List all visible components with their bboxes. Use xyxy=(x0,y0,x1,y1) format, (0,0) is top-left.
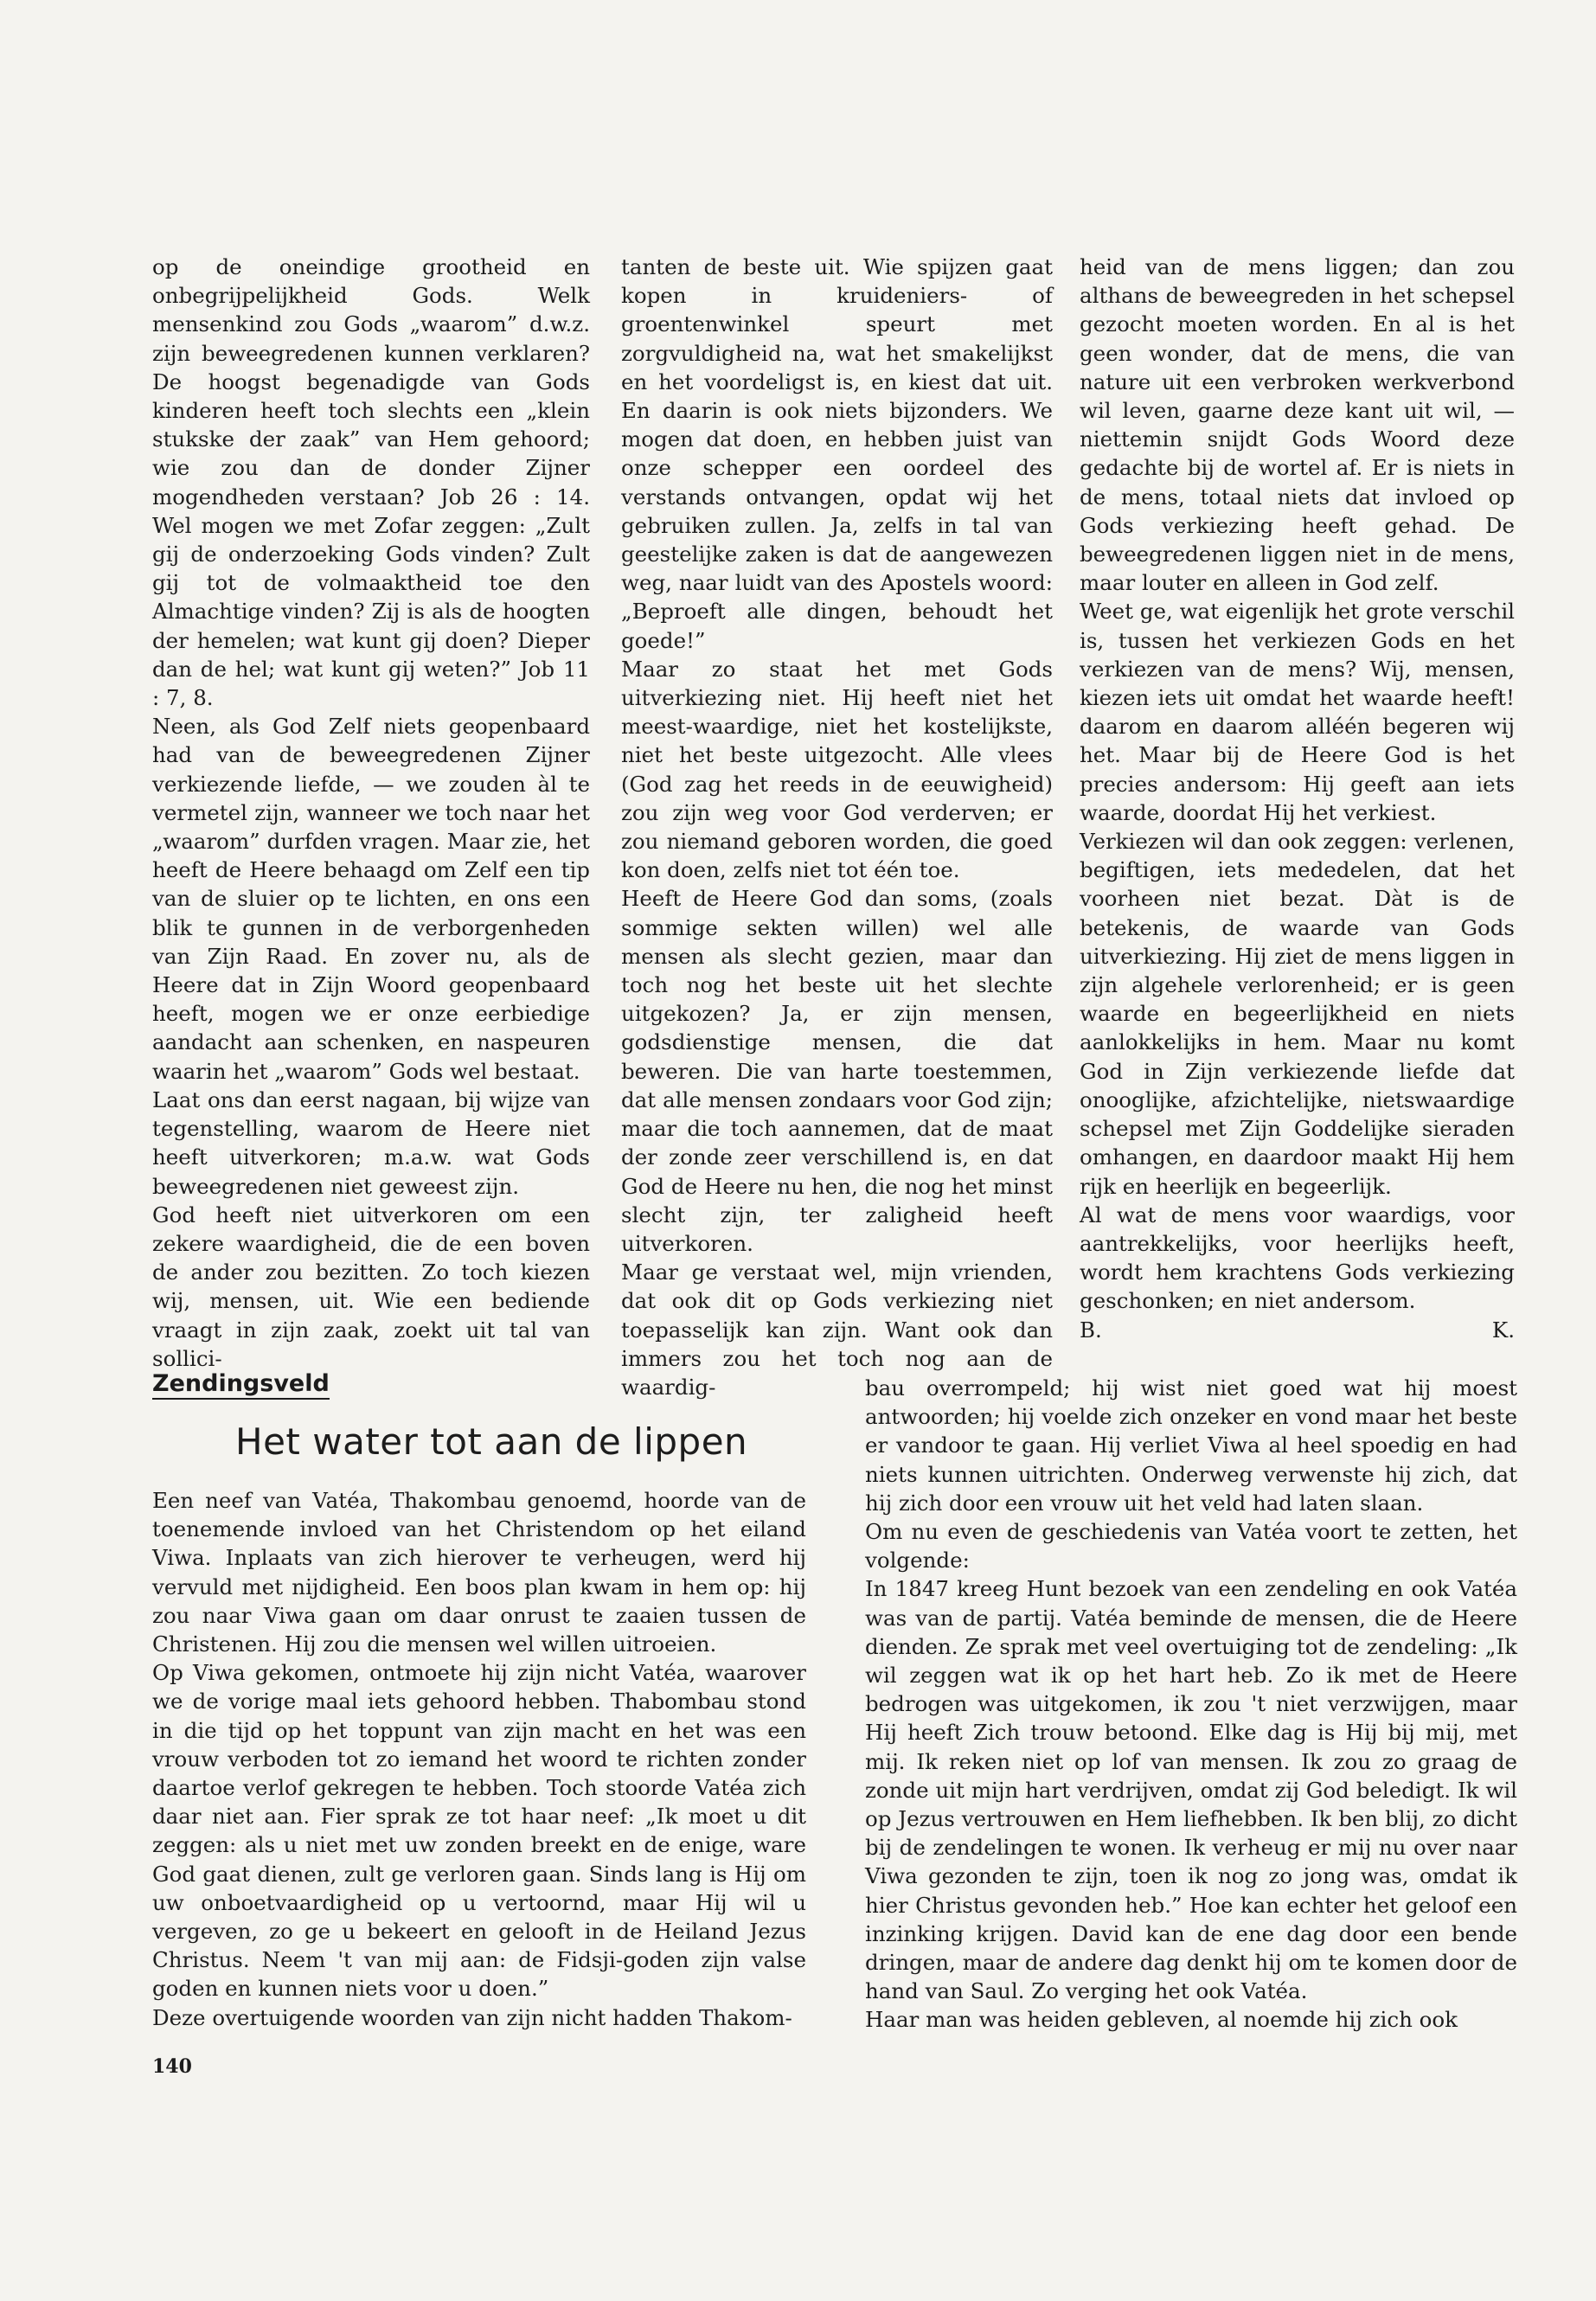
paragraph: Neen, als God Zelf niets geopenbaard had van de beweegredenen Zijner verkiezende liefde, — we zouden àl te vermetel zijn, wanneer we toch naar het „waarom” durfden vragen. Maar zie, het heeft de Heere behaagd om Zelf een tip van de sluier op te lichten, en ons een blik te gunnen in de verborgenheden van Zijn Raad. En zover nu, als de Heere dat in Zijn Woord geopenbaard heeft, mogen we er onze eerbiedige aandacht aan schenken, en naspeuren waarin het „waarom” Gods wel bestaat. xyxy=(152,714,590,1084)
section-label: Zendingsveld xyxy=(152,1370,330,1400)
paragraph: tanten de beste uit. Wie spijzen gaat kopen in kruideniers- of groentenwinkel speurt met zorgvuldigheid na, wat het smakelijkst en het voordeligst is, en kiest dat uit. En daarin is ook niets bijzonders. We mogen dat doen, en hebben juist van onze schepper een oordeel des verstands ontvangen, opdat wij het gebruiken zullen. Ja, zelfs in tal van geestelijke zaken is dat de aangewezen weg, naar luidt van des Apostels woord: „Beproeft alle dingen, behoudt het goede!” xyxy=(621,254,1053,653)
paragraph: In 1847 kreeg Hunt bezoek van een zendeling en ook Vatéa was van de partij. Vatéa beminde de mensen, die de Heere dienden. Ze sprak met veel overtuiging tot de zendeling: „Ik wil zeggen wat ik op het hart heb. Zo ik met de Heere bedrogen was uitgekomen, ik zou 't niet verzwijgen, maar Hij heeft Zich trouw betoond. Elke dag is Hij bij mij, met mij. Ik reken niet op lof van mensen. Ik zou zo graag de zonde uit mijn hart verdrijven, omdat zij God beledigt. Ik wil op Jezus vertrouwen en Hem liefhebben. Ik ben blij, zo dicht bij de zendelingen te wonen. Ik verheug er mij nu over naar Viwa gezonden te zijn, toen ik nog zo jong was, omdat ik hier Christus gevonden heb.” Hoe kan echter het geloof een inzinking krijgen. David kan de ene dag door een bende dringen, maar de andere dag denkt hij om te komen door de hand van Saul. Zo verging het ook Vatéa. xyxy=(865,1576,1517,2004)
signature-left: B. xyxy=(1080,1317,1102,1343)
signature-right: K. xyxy=(1491,1317,1515,1343)
paragraph: Al wat de mens voor waardigs, voor aantrekkelijks, voor heerlijks heeft, wordt hem krachtens Gods verkiezing geschonken; en niet andersom. xyxy=(1080,1202,1515,1314)
paragraph: Haar man was heiden gebleven, al noemde hij zich ook xyxy=(865,2007,1458,2033)
article-column-1 xyxy=(152,253,590,1373)
paragraph: Weet ge, wat eigenlijk het grote verschil is, tussen het verkiezen Gods en het verkiezen van de mens? Wij, mensen, kiezen iets uit omdat het waarde heeft! daarom en daarom alléén begeren wij het. Maar bij de Heere God is het precies andersom: Hij geeft aan iets waarde, doordat Hij het verkiest. xyxy=(1080,599,1515,825)
paragraph: Laat ons dan eerst nagaan, bij wijze van tegenstelling, waarom de Heere niet heeft uitverkoren; m.a.w. wat Gods beweegredenen niet geweest zijn. xyxy=(152,1086,590,1199)
paragraph: Op Viwa gekomen, ontmoete hij zijn nicht Vatéa, waarover we de vorige maal iets gehoord hebben. Thabombau stond in die tijd op het toppunt van zijn macht en het was een vrouw verboden tot zo iemand het woord te richten zonder daartoe verlof gekregen te hebben. Toch stoorde Vatéa zich daar niet aan. Fier sprak ze tot haar neef: „Ik moet u dit zeggen: als u niet met uw zonden breekt en de enige, ware God gaat dienen, zult ge verloren gaan. Sinds lang is Hij om uw onboetvaardigheid op u vertoornd, maar Hij wil u vergeven, zo ge u bekeert en gelooft in de Heiland Jezus Christus. Neem 't van mij aan: de Fidsji-goden zijn valse goden en kunnen niets voor u doen.” xyxy=(152,1660,806,2002)
page-number: 140 xyxy=(152,2055,192,2078)
author-signature xyxy=(1080,1316,1515,1344)
paragraph: Maar zo staat het met Gods uitverkiezing niet. Hij heeft niet het meest-waardige, niet het kostelijkste, niet het beste uitgezocht. Alle vlees (God zag het reeds in de eeuwigheid) zou zijn weg voor God verderven; er zou niemand geboren worden, die goed kon doen, zelfs niet tot één toe. xyxy=(621,656,1053,883)
paragraph: heid van de mens liggen; dan zou althans de beweegreden in het schepsel gezocht moeten worden. En al is het geen wonder, dat de mens, die van nature uit een verbroken werkverbond wil leven, gaarne deze kant uit wil, — niettemin snijdt Gods Woord deze gedachte bij de wortel af. Er is niets in de mens, totaal niets dat invloed op Gods verkiezing heeft gehad. De beweegredenen liggen niet in de mens, maar louter en alleen in God zelf. xyxy=(1080,254,1515,596)
article-column-3 xyxy=(1080,253,1515,1344)
paragraph: Maar ge verstaat wel, mijn vrienden, dat ook dit op Gods verkiezing niet toepasselijk kan zijn. Want ook dan immers zou het toch nog aan de waardig- xyxy=(621,1259,1053,1400)
mission-column-1 xyxy=(152,1486,806,2032)
mission-column-2 xyxy=(865,1374,1517,2035)
paragraph: Heeft de Heere God dan soms, (zoals sommige sekten willen) wel alle mensen als slecht gezien, maar dan toch nog het beste uit het slechte uitgekozen? Ja, er zijn mensen, godsdienstige mensen, die dat beweren. Die van harte toestemmen, dat alle mensen zondaars voor God zijn; maar die toch aannemen, dat de maat der zonde zeer verschillend is, en dat God de Heere nu hen, die nog het minst slecht zijn, ter zaligheid heeft uitverkoren. xyxy=(621,886,1053,1256)
paragraph: Om nu even de geschiedenis van Vatéa voort te zetten, het volgende: xyxy=(865,1519,1517,1574)
paragraph: op de oneindige grootheid en onbegrijpelijkheid Gods. Welk mensenkind zou Gods „waarom” d.w.z. zijn beweegredenen kunnen verklaren? De hoogst begenadigde van Gods kinderen heeft toch slechts een „klein stukske der zaak” van Hem gehoord; wie zou dan de donder Zijner mogendheden verstaan? Job 26 : 14. Wel mogen we met Zofar zeggen: „Zult gij de onderzoeking Gods vinden? Zult gij tot de volmaaktheid toe den Almachtige vinden? Zij is als de hoogten der hemelen; wat kunt gij doen? Dieper dan de hel; wat kunt gij weten?” Job 11 : 7, 8. xyxy=(152,254,590,711)
paragraph: bau overrompeld; hij wist niet goed wat hij moest antwoorden; hij voelde zich onzeker en vond maar het beste er vandoor te gaan. Hij verliet Viwa al heel spoedig en had niets kunnen uitrichten. Onderweg verwenste hij zich, dat hij zich door een vrouw uit het veld had laten slaan. xyxy=(865,1375,1517,1516)
paragraph: Een neef van Vatéa, Thakombau genoemd, hoorde van de toenemende invloed van het Christendom op het eiland Viwa. Inplaats van zich hierover te verheugen, werd hij vervuld met nijdigheid. Een boos plan kwam in hem op: hij zou naar Viwa gaan om daar onrust te zaaien tussen de Christenen. Hij zou die mensen wel willen uitroeien. xyxy=(152,1488,806,1657)
article-headline: Het water tot aan de lippen xyxy=(235,1420,748,1463)
paragraph: God heeft niet uitverkoren om een zekere waardigheid, die de een boven de ander zou bezitten. Zo toch kiezen wij, mensen, uit. Wie een bediende vraagt in zijn zaak, zoekt uit tal van sollici- xyxy=(152,1202,590,1371)
article-column-2 xyxy=(621,253,1053,1401)
paragraph: Deze overtuigende woorden van zijn nicht hadden Thakom- xyxy=(152,2004,792,2030)
paragraph: Verkiezen wil dan ook zeggen: verlenen, begiftigen, iets mededelen, dat het voorheen niet bezat. Dàt is de betekenis, de waarde van Gods uitverkiezing. Hij ziet de mens liggen in zijn algehele verlorenheid; er is geen waarde en begeerlijkheid en niets aanlokkelijks in hem. Maar nu komt God in Zijn verkiezende liefde dat onooglijke, afzichtelijke, nietswaardige schepsel met Zijn Goddelijke sieraden omhangen, en daardoor maakt Hij hem rijk en heerlijk en begeerlijk. xyxy=(1080,829,1515,1199)
